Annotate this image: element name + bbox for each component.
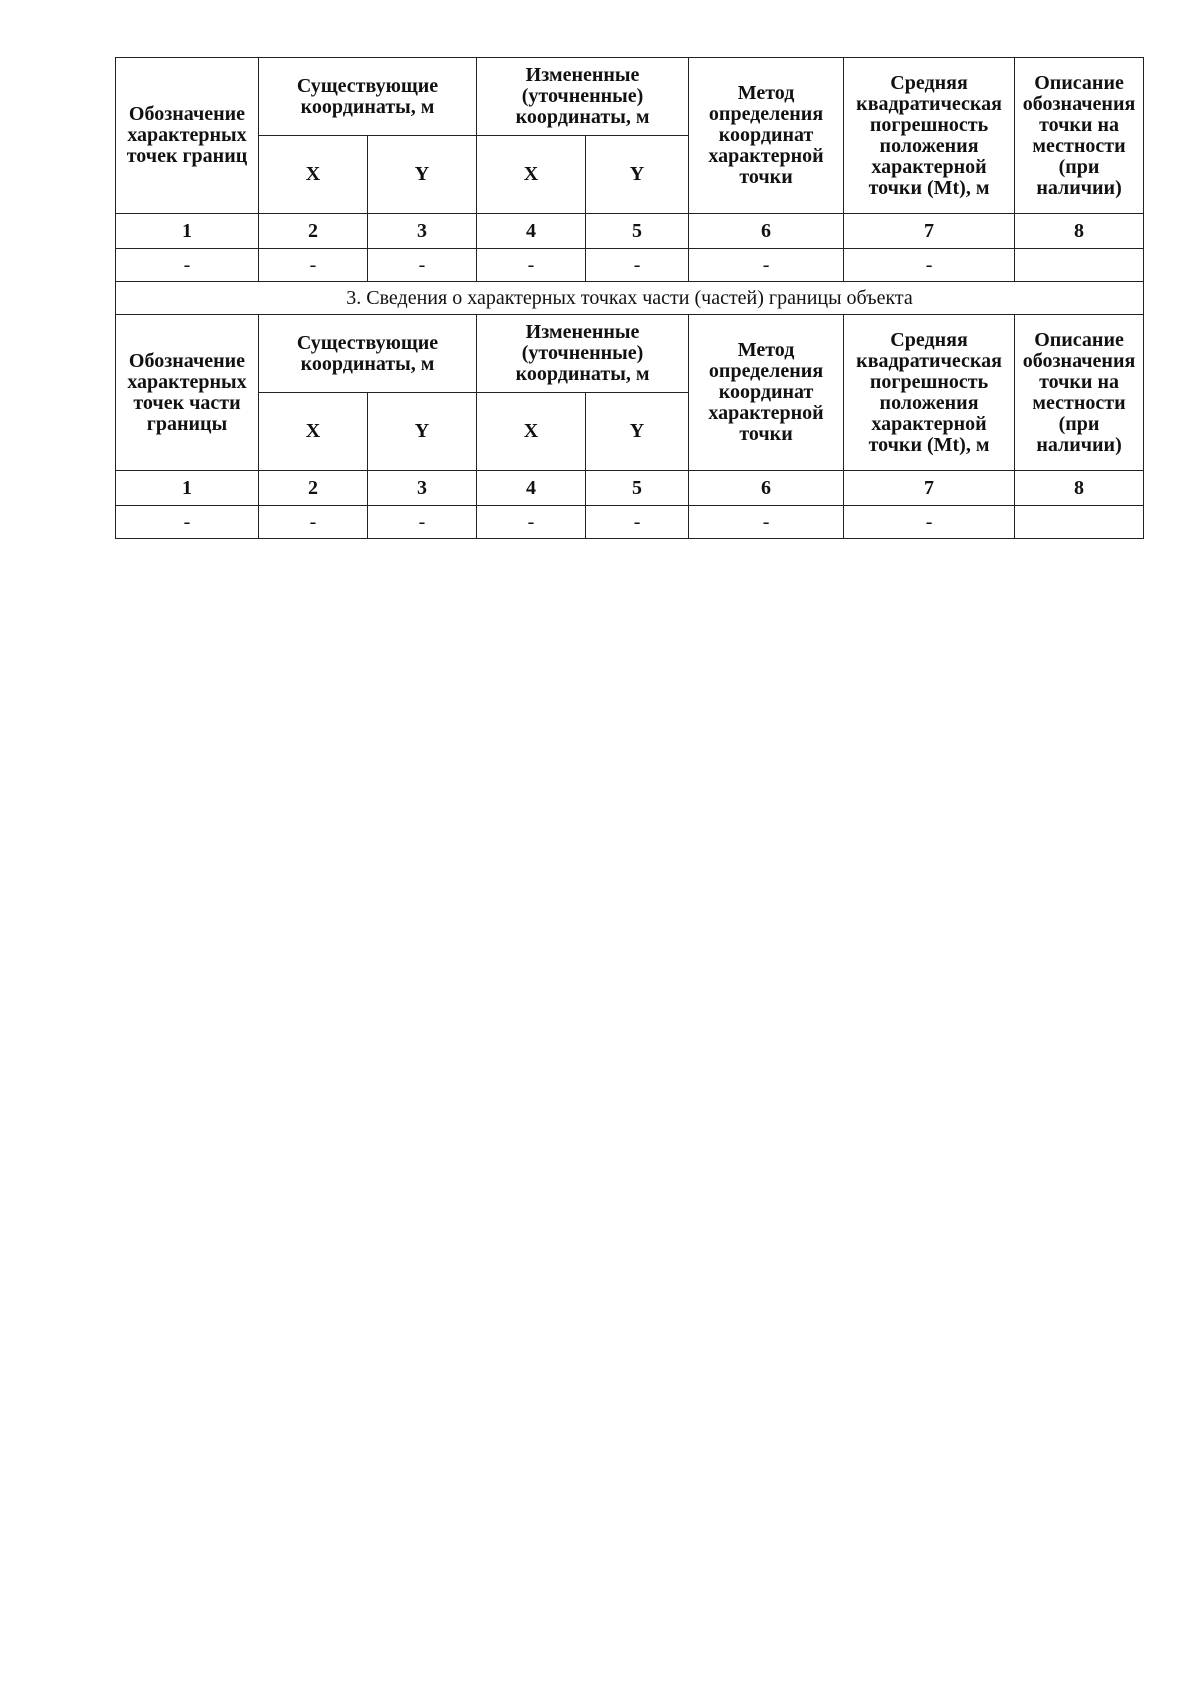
table1-header-row [116,58,1144,136]
t1-header-mean-error: Средняя квадратическая погрешность положения характерной точки (Mt), м [844,58,1015,214]
section-3-title: 3. Сведения о характерных точках части (частей) границы объекта [116,282,1144,315]
t2-cell: - [689,506,844,539]
t1-cell: - [477,249,586,282]
t2-header-changed-coords: Измененные (уточненные) координаты, м [477,315,689,393]
t2-colnum: 4 [477,471,586,506]
t1-header-point-designation: Обозначение характерных точек границ [116,58,259,214]
t1-colnum: 1 [116,214,259,249]
t2-cell: - [116,506,259,539]
t2-header-x-changed: X [477,393,586,471]
t2-header-mean-error: Средняя квадратическая погрешность положения характерной точки (Mt), м [844,315,1015,471]
t1-header-y-existing: Y [368,136,477,214]
t2-colnum: 7 [844,471,1015,506]
t1-cell: - [259,249,368,282]
table2-header-row [116,315,1144,393]
t2-cell [1015,506,1144,539]
t2-header-y-changed: Y [586,393,689,471]
t1-colnum: 6 [689,214,844,249]
t1-header-x-changed: X [477,136,586,214]
t1-colnum: 8 [1015,214,1144,249]
t2-header-description: Описание обозначения точки на местности (при наличии) [1015,315,1144,471]
t1-header-x-existing: X [259,136,368,214]
table-row [116,506,1144,539]
t1-cell: - [586,249,689,282]
t1-colnum: 3 [368,214,477,249]
t2-cell: - [259,506,368,539]
t2-header-x-existing: X [259,393,368,471]
t2-colnum: 6 [689,471,844,506]
t1-colnum: 5 [586,214,689,249]
t2-colnum: 3 [368,471,477,506]
t2-header-method: Метод определения координат характерной точки [689,315,844,471]
t1-header-existing-coords: Существующие координаты, м [259,58,477,136]
t2-cell: - [586,506,689,539]
t2-cell: - [368,506,477,539]
t1-cell: - [116,249,259,282]
section-3-row [116,282,1144,315]
t1-colnum: 7 [844,214,1015,249]
t2-colnum: 2 [259,471,368,506]
t1-cell: - [689,249,844,282]
t2-cell: - [477,506,586,539]
t1-cell: - [844,249,1015,282]
t1-cell: - [368,249,477,282]
boundary-points-table [115,57,1144,539]
t2-colnum: 1 [116,471,259,506]
t1-colnum: 4 [477,214,586,249]
t1-header-y-changed: Y [586,136,689,214]
t2-header-y-existing: Y [368,393,477,471]
t2-cell: - [844,506,1015,539]
t2-header-existing-coords: Существующие координаты, м [259,315,477,393]
t1-cell [1015,249,1144,282]
table2-column-numbers [116,471,1144,506]
t1-header-method: Метод определения координат характерной точки [689,58,844,214]
t1-header-changed-coords: Измененные (уточненные) координаты, м [477,58,689,136]
table1-column-numbers [116,214,1144,249]
t2-header-point-designation: Обозначение характерных точек части границы [116,315,259,471]
t2-colnum: 5 [586,471,689,506]
t2-colnum: 8 [1015,471,1144,506]
table-row [116,249,1144,282]
t1-header-description: Описание обозначения точки на местности (при наличии) [1015,58,1144,214]
t1-colnum: 2 [259,214,368,249]
